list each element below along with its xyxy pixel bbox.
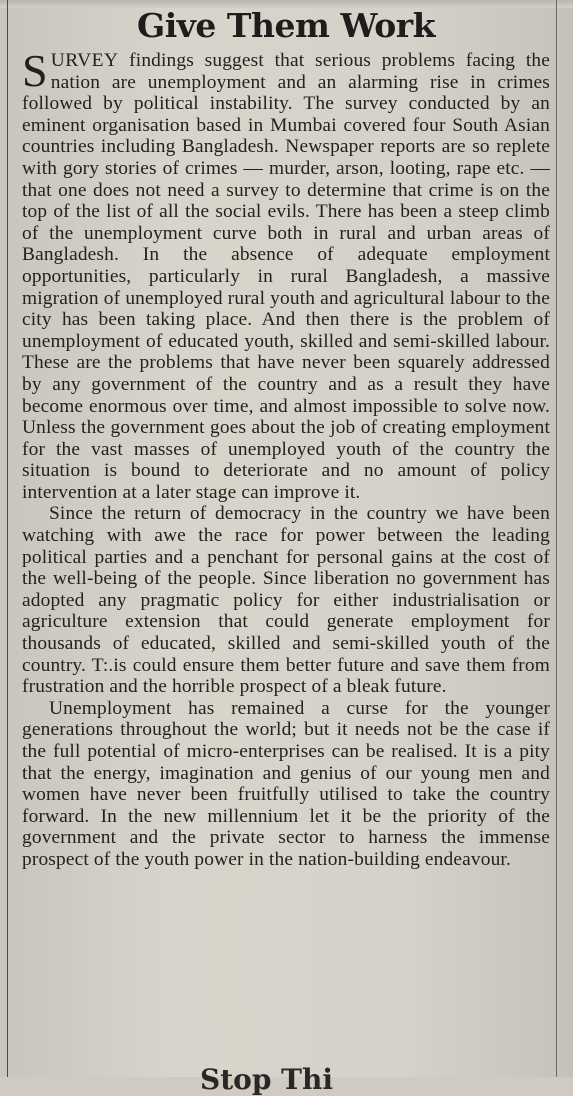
drop-cap: S: [22, 45, 48, 96]
paragraph-1-text: findings suggest that serious problems facing the nation are unemployment and an alarming rise in crimes followed by political instability. The survey conducted by an eminent organisation based in Mumbai covered four South Asian countries including Bangladesh. Newspaper reports are so replete with gory stories of crimes — murder, arson, looting, rape etc. — that one does not need a survey to determine that crime is on the top of the list of all the social evils. There has been a steep climb of the unemployment curve both in rural and urban areas of Bangladesh. In the absence of adequate employment opportunities, particularly in rural Bangladesh, a massive migration of unemployed rural youth and agricultural labour to the city has been taking place. And then there is the problem of unemployment of educated youth, skilled and semi-skilled labour. These are the problems that have never been squarely addressed by any government of the country and as a result they have become enormous over time, and almost impossible to solve now. Unless the government goes about the job of creating employment for the vast masses of unemployed youth of the country the situation is bound to deteriorate and no amount of policy intervention at a later stage can improve it.: [22, 50, 550, 503]
paragraph-3: Unemployment has remained a curse for the younger generations throughout the world; but it needs not be the case if the full potential of micro-enterprises can be realised. It is a pity that the energy, imagination and genius of our young men and women have never been fruitfully utilised to take the country forward. In the new millennium let it be the priority of the government and the private sector to harness the immense prospect of the youth power in the nation-building endeavour.: [22, 697, 550, 870]
editorial-article: [22, 4, 550, 871]
article-headline: Give Them Work: [137, 6, 435, 45]
lead-word: URVEY: [50, 50, 119, 71]
paragraph-1: [22, 45, 550, 503]
column-rule-right: [556, 0, 557, 1077]
column-rule-left: [7, 0, 8, 1077]
next-article-headline-fragment: Stop Thi: [200, 1063, 333, 1096]
paragraph-2: Since the return of democracy in the country we have been watching with awe the race for power between the leading political parties and a penchant for personal gains at the cost of the well-being of the people. Since liberation no government has adopted any pragmatic policy for either industrialisation or agriculture extension that could generate employment for thousands of educated, skilled and semi-skilled youth of the country. T:.is could ensure them better future and save them from frustration and the horrible prospect of a bleak future.: [22, 503, 550, 698]
